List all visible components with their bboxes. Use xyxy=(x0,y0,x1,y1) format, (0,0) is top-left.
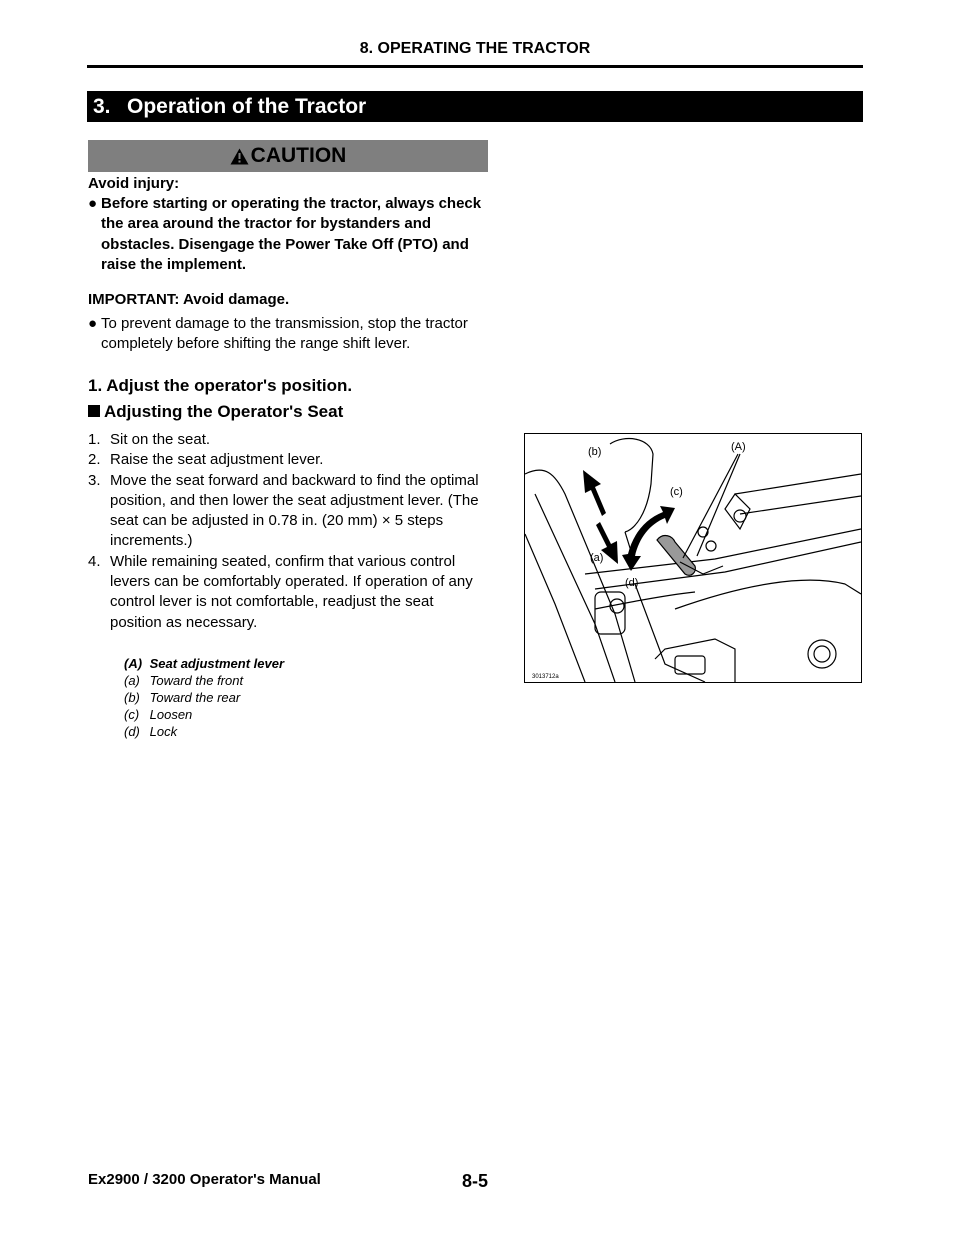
seat-lever-illustration xyxy=(525,434,861,682)
legend-text: Seat adjustment lever xyxy=(149,656,285,671)
step-item xyxy=(88,450,488,470)
callout-c: (c) xyxy=(670,486,683,498)
step-text: While remaining seated, confirm that various control levers can be comfortably operated. If operation of any control lever is not comfortable, readjust the seat position as necessary. xyxy=(110,552,473,631)
step-number: 4. xyxy=(88,552,101,570)
square-icon xyxy=(88,405,100,417)
legend-key: (b) xyxy=(124,690,140,705)
step-number: 2. xyxy=(88,451,101,469)
legend-text: Toward the rear xyxy=(149,690,241,705)
callout-b: (b) xyxy=(588,446,602,458)
legend-text: Lock xyxy=(149,724,178,739)
bullet-icon: ● xyxy=(88,315,98,332)
legend-item xyxy=(124,655,284,672)
callout-d: (d) xyxy=(625,577,639,589)
legend-item xyxy=(124,672,284,689)
step-text: Raise the seat adjustment lever. xyxy=(110,451,324,469)
legend-key: (A) xyxy=(124,656,143,671)
caution-subhead: Avoid injury: xyxy=(88,175,180,192)
legend-item xyxy=(124,723,284,740)
bullet-icon: ● xyxy=(88,195,98,212)
legend-item xyxy=(124,706,284,723)
step-item xyxy=(88,430,488,450)
legend-text: Toward the front xyxy=(149,673,244,688)
step-text: Move the seat forward and backward to find the optimal position, and then lower the seat adjustment lever. (The seat can be adjusted in 0.78 in. (20 mm) × 5 steps increments.) xyxy=(110,471,479,550)
caution-text: Before starting or operating the tractor, always check the area around the tractor for bystanders and obstacles. Disengage the Power Take Off (PTO) and raise the implement. xyxy=(101,195,482,273)
legend-key: (d) xyxy=(124,724,140,739)
caution-label: CAUTION xyxy=(250,144,347,167)
legend-key: (c) xyxy=(124,707,140,722)
callout-A: (A) xyxy=(731,441,746,453)
important-text: To prevent damage to the transmission, stop the tractor completely before shifting the range shift lever. xyxy=(101,315,468,353)
step-item xyxy=(88,471,488,552)
step-number: 3. xyxy=(88,471,101,489)
warning-triangle-icon xyxy=(230,148,249,165)
seat-lever-figure xyxy=(524,433,862,683)
figure-code: 3013712a xyxy=(532,674,559,680)
step-text: Sit on the seat. xyxy=(110,431,211,448)
section-number: 3. xyxy=(93,95,111,118)
section-title: Operation of the Tractor xyxy=(127,95,367,118)
legend-key: (a) xyxy=(124,673,140,688)
step-item xyxy=(88,552,488,633)
running-header: 8. OPERATING THE TRACTOR xyxy=(359,40,591,57)
procedure-heading: 1. Adjust the operator's position. xyxy=(88,376,353,395)
section-title-bar xyxy=(87,91,863,122)
caution-banner xyxy=(88,140,488,172)
legend-text: Loosen xyxy=(149,707,193,722)
step-list xyxy=(88,430,488,633)
legend-item xyxy=(124,689,284,706)
procedure-subheading xyxy=(88,402,343,422)
important-subhead: IMPORTANT: Avoid damage. xyxy=(88,291,290,308)
subheading-text: Adjusting the Operator's Seat xyxy=(104,402,344,421)
callout-a: (a) xyxy=(590,552,604,564)
footer-page-number: 8-5 xyxy=(462,1171,489,1191)
step-number: 1. xyxy=(88,431,101,448)
important-bullet xyxy=(88,314,488,355)
header-rule xyxy=(87,65,863,68)
figure-legend xyxy=(124,655,284,740)
footer-manual-title: Ex2900 / 3200 Operator's Manual xyxy=(88,1171,321,1188)
caution-bullet xyxy=(88,194,488,275)
